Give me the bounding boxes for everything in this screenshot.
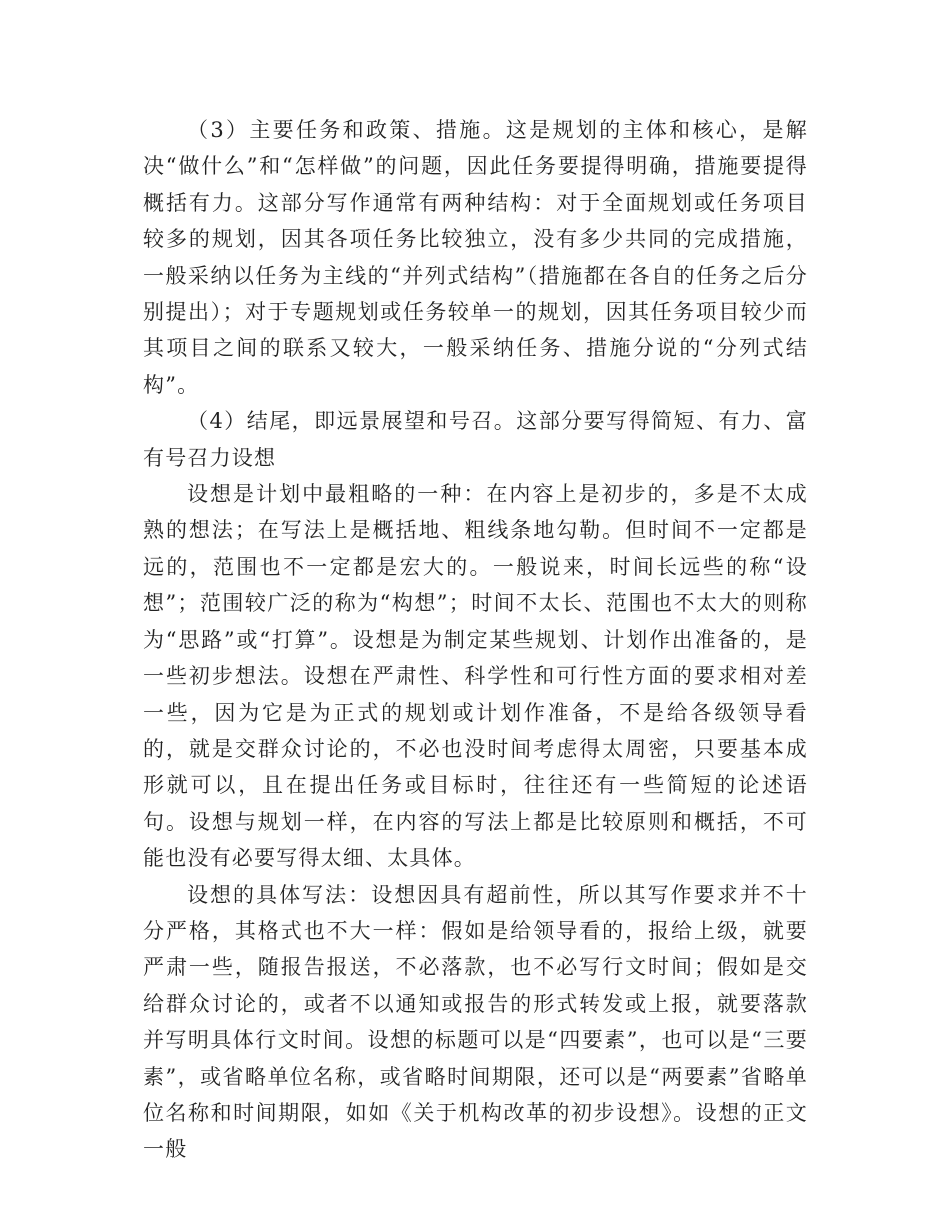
paragraph-main-tasks: （3）主要任务和政策、措施。这是规划的主体和核心，是解决“做什么”和“怎样做”的问题，因此任务要提得明确，措施要提得概括有力。这部分写作通常有两种结构：对于全面规划或任务项目较多的规划，因其各项任务比较独立，没有多少共同的完成措施，一般采纳以任务为主线的“并列式结构”（措施都在各自的任务之后分别提出）；对于专题规划或任务较单一的规划，因其任务项目较少而其项目之间的联系又较大，一般采纳任务、措施分说的“分列式结构”。 bbox=[143, 118, 808, 397]
document-body bbox=[143, 112, 808, 1168]
paragraph-concept-definition: 设想是计划中最粗略的一种：在内容上是初步的，多是不太成熟的想法；在写法上是概括地、粗线条地勾勒。但时间不一定都是远的，范围也不一定都是宏大的。一般说来，时间长远些的称“设想”；范围较广泛的称为“构想”；时间不太长、范围也不太大的则称为“思路”或“打算”。设想是为制定某些规划、计划作出准备的，是一些初步想法。设想在严肃性、科学性和可行性方面的要求相对差一些，因为它是为正式的规划或计划作准备，不是给各级领导看的，就是交群众讨论的，不必也没时间考虑得太周密，只要基本成形就可以，且在提出任务或目标时，往往还有一些简短的论述语句。设想与规划一样，在内容的写法上都是比较原则和概括，不可能也没有必要写得太细、太具体。 bbox=[143, 482, 808, 871]
paragraph-concept-writing: 设想的具体写法：设想因具有超前性，所以其写作要求并不十分严格，其格式也不大一样：假如是给领导看的，报给上级，就要严肃一些，随报告报送，不必落款，也不必写行文时间；假如是交给群众讨论的，或者不以通知或报告的形式转发或上报，就要落款并写明具体行文时间。设想的标题可以是“四要素”，也可以是“三要素”，或省略单位名称，或省略时间期限，还可以是“两要素”省略单位名称和时间期限，如如《关于机构改革的初步设想》。设想的正文一般 bbox=[143, 882, 808, 1162]
paragraph-ending: （4）结尾，即远景展望和号召。这部分要写得简短、有力、富有号召力设想 bbox=[143, 409, 808, 470]
